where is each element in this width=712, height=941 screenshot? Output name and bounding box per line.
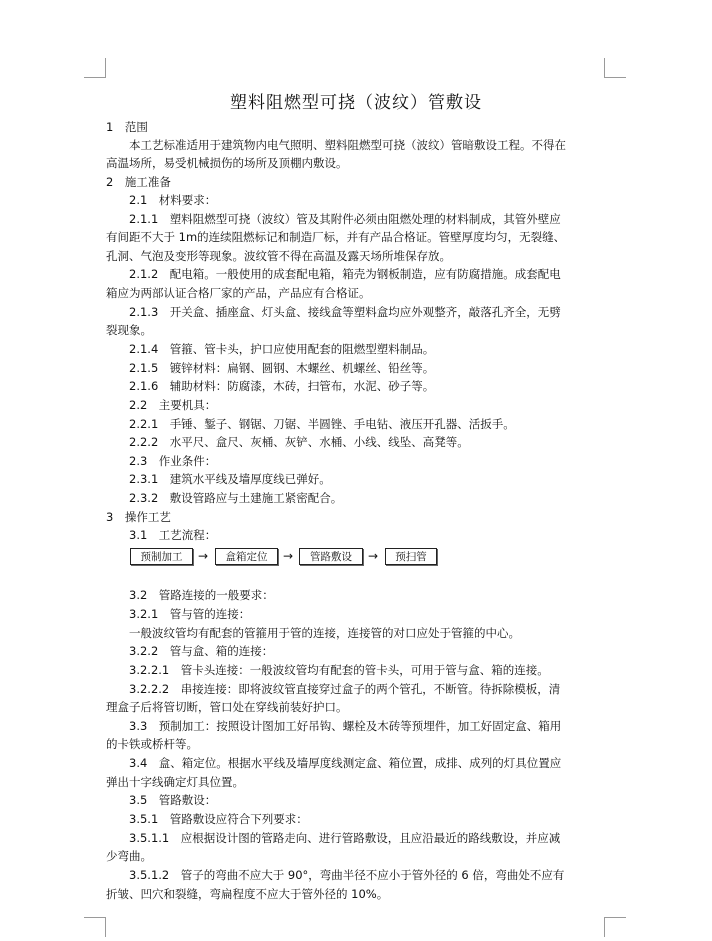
- paragraph-line: 3.2.2.2 串接连接：即将波纹管直接穿过盒子的两个管孔，不断管。待拆除模板，清: [129, 682, 561, 696]
- section-heading: 2 施工准备: [106, 175, 171, 189]
- paragraph-line: 2.1.5 镀锌材料：扁钢、圆钢、木螺丝、机螺丝、铅丝等。: [129, 361, 435, 375]
- paragraph-line: 3.4 盒、箱定位。根据水平线及墙厚度线测定盒、箱位置，成排、成列的灯具位置应: [129, 756, 562, 770]
- paragraph-line: 2.3.1 建筑水平线及墙厚度线已弹好。: [129, 472, 331, 486]
- paragraph-line: 弹出十字线确定灯具位置。: [106, 775, 244, 789]
- paragraph-line: 2.1.2 配电箱。一般使用的成套配电箱，箱壳为钢板制造，应有防腐措施。成套配电: [129, 267, 561, 281]
- flow-step-box-position: 盒箱定位: [215, 548, 278, 565]
- paragraph-line: 2.1.4 管箍、管卡头，护口应使用配套的阻燃型塑料制品。: [129, 342, 435, 356]
- paragraph-line: 箱应为两部认证合格厂家的产品，产品应有合格证。: [106, 286, 371, 300]
- paragraph-line: 2.1.1 塑料阻燃型可挠（波纹）管及其附件必须由阻燃处理的材料制成，其管外壁应: [129, 212, 561, 226]
- paragraph-line: 少弯曲。: [106, 849, 152, 863]
- paragraph-line: 折皱、凹穴和裂缝，弯扁程度不应大于管外径的 10%。: [106, 887, 389, 901]
- paragraph-line: 2.1.3 开关盒、插座盒、灯头盒、接线盒等塑料盒均应外观整齐，敲落孔齐全，无劈: [129, 305, 561, 319]
- paragraph-line: 一般波纹管均有配套的管箍用于管的连接，连接管的对口应处于管箍的中心。: [129, 626, 520, 640]
- paragraph-line: 3.2.2.1 管卡头连接：一般波纹管均有配套的管卡头，可用于管与盒、箱的连接。: [129, 663, 549, 677]
- flow-step-pipe-laying: 管路敷设: [299, 548, 363, 565]
- paragraph-line: 3.5.1.1 应根据设计图的管路走向、进行管路敷设，且应沿最近的路线敷设，并应减: [129, 831, 561, 845]
- paragraph-line: 2.2.2 水平尺、盒尺、灰桶、灰铲、水桶、小线、线坠、高凳等。: [129, 435, 469, 449]
- paragraph-line: 3.2.2 管与盒、箱的连接：: [129, 644, 274, 658]
- flow-arrow-icon: →: [368, 549, 379, 563]
- subsection-heading: 2.2 主要机具：: [129, 398, 217, 412]
- subsection-heading: 3.5 管路敷设：: [129, 793, 217, 807]
- paragraph-line: 3.2.1 管与管的连接：: [129, 607, 251, 621]
- flow-arrow-icon: →: [283, 549, 294, 563]
- paragraph-line: 孔洞、气泡及变形等现象。波纹管不得在高温及露天场所堆保存放。: [106, 249, 451, 263]
- section-heading: 3 操作工艺: [106, 510, 171, 524]
- paragraph-line: 2.3.2 敷设管路应与土建施工紧密配合。: [129, 491, 343, 505]
- paragraph-line: 裂现象。: [106, 323, 152, 337]
- paragraph-line: 的卡铁或桥杆等。: [106, 737, 198, 751]
- paragraph-line: 2.2.1 手锤、錾子、钢锯、刀锯、半圆锉、手电钻、液压开孔器、活扳手。: [129, 417, 515, 431]
- paragraph-line: 理盒子后将管切断，管口处在穿线前装好护口。: [106, 700, 348, 714]
- section-heading: 1 范围: [106, 120, 148, 134]
- document-title: 塑料阻燃型可挠（波纹）管敷设: [230, 93, 482, 113]
- subsection-heading: 2.3 作业条件：: [129, 454, 217, 468]
- subsection-heading: 3.2 管路连接的一般要求：: [129, 588, 274, 602]
- paragraph-line: 有间距不大于 1m的连续阻燃标记和制造厂标，并有产品合格证。管壁厚度均匀，无裂缝、: [106, 230, 566, 244]
- flow-step-pre-sweep: 预扫管: [385, 548, 437, 565]
- paragraph-line: 2.1.6 辅助材料：防腐漆，木砖，扫管布，水泥、砂子等。: [129, 379, 435, 393]
- paragraph-line: 本工艺标准适用于建筑物内电气照明、塑料阻燃型可挠（波纹）管暗敷设工程。不得在: [129, 138, 566, 152]
- paragraph-line: 3.5.1 管路敷设应符合下列要求：: [129, 812, 308, 826]
- subsection-heading: 2.1 材料要求：: [129, 193, 217, 207]
- paragraph-line: 3.5.1.2 管子的弯曲不应大于 90°，弯曲半径不应小于管外径的 6 倍，弯曲处不应有: [129, 868, 565, 882]
- flow-arrow-icon: →: [198, 549, 209, 563]
- flow-step-prefab: 预制加工: [130, 548, 193, 565]
- paragraph-line: 3.3 预制加工：按照设计图加工好吊钩、螺栓及木砖等预埋件，加工好固定盒、箱用: [129, 719, 562, 733]
- subsection-heading: 3.1 工艺流程：: [129, 528, 217, 542]
- paragraph-line: 高温场所，易受机械损伤的场所及顶棚内敷设。: [106, 156, 348, 170]
